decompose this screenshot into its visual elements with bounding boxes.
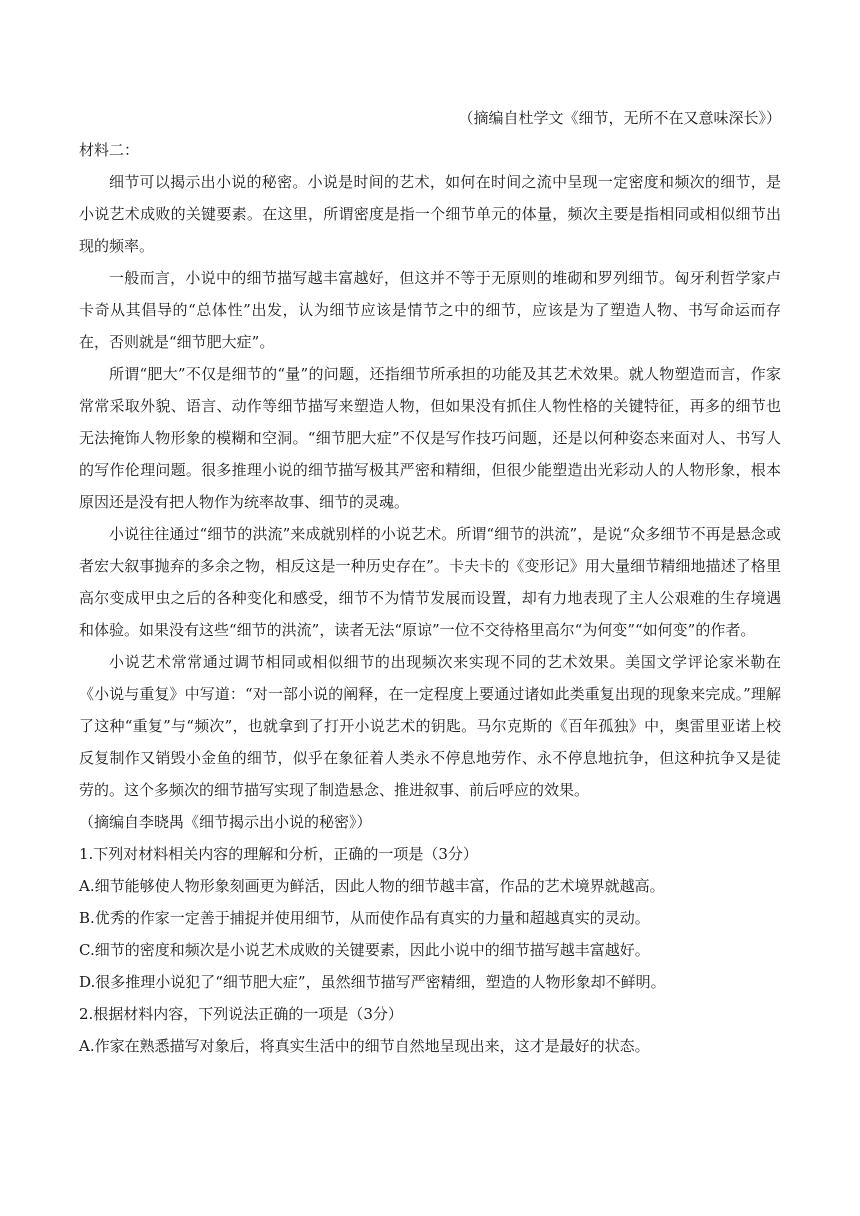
source-citation-1: （摘编自杜学文《细节，无所不在又意味深长》）	[458, 109, 781, 127]
document-page	[79, 102, 781, 1062]
question-2-option-a: A.作家在熟悉描写对象后，将真实生活中的细节自然地呈现出来，这才是最好的状态。	[79, 1037, 650, 1055]
question-1-option-d: D.很多推理小说犯了“细节肥大症”，虽然细节描写严密精细，塑造的人物形象却不鲜明。	[79, 973, 666, 991]
paragraph-1: 细节可以揭示出小说的秘密。小说是时间的艺术，如何在时间之流中呈现一定密度和频次的细节，是小说艺术成败的关键要素。在这里，所谓密度是指一个细节单元的体量，频次主要是指相同或相似细节出现的频率。	[79, 173, 781, 255]
question-1-option-a: A.细节能够使人物形象刻画更为鲜活，因此人物的细节越丰富，作品的艺术境界就越高。	[79, 877, 665, 895]
question-2-stem: 2.根据材料内容，下列说法正确的一项是（3分）	[79, 1005, 403, 1023]
question-1-option-b: B.优秀的作家一定善于捕捉并使用细节，从而使作品有真实的力量和超越真实的灵动。	[79, 909, 650, 927]
question-1-option-c: C.细节的密度和频次是小说艺术成败的关键要素，因此小说中的细节描写越丰富越好。	[79, 941, 650, 959]
source-citation-2: （摘编自李晓禺《细节揭示出小说的秘密》）	[79, 813, 372, 831]
question-1-stem: 1.下列对材料相关内容的理解和分析，正确的一项是（3分）	[79, 845, 478, 863]
paragraph-3: 所谓“肥大”不仅是细节的“量”的问题，还指细节所承担的功能及其艺术效果。就人物塑造而言，作家常常采取外貌、语言、动作等细节描写来塑造人物，但如果没有抓住人物性格的关键特征，再多的细节也无法掩饰人物形象的模糊和空洞。“细节肥大症”不仅是写作技巧问题，还是以何种姿态来面对人、书写人的写作伦理问题。很多推理小说的细节描写极其严密和精细，但很少能塑造出光彩动人的人物形象，根本原因还是没有把人物作为统率故事、细节的灵魂。	[79, 365, 781, 511]
material-2-heading: 材料二：	[79, 141, 140, 159]
paragraph-2: 一般而言，小说中的细节描写越丰富越好，但这并不等于无原则的堆砌和罗列细节。匈牙利哲学家卢卡奇从其倡导的“总体性”出发，认为细节应该是情节之中的细节，应该是为了塑造人物、书写命运而存在，否则就是“细节肥大症”。	[79, 269, 781, 351]
paragraph-4: 小说往往通过“细节的洪流”来成就别样的小说艺术。所谓“细节的洪流”，是说“众多细节不再是悬念或者宏大叙事抛弃的多余之物，相反这是一种历史存在”。卡夫卡的《变形记》用大量细节精细地描述了格里高尔变成甲虫之后的各种变化和感受，细节不为情节发展而设置，却有力地表现了主人公艰难的生存境遇和体验。如果没有这些“细节的洪流”，读者无法“原谅”一位不交待格里高尔“为何变”“如何变”的作者。	[79, 525, 781, 639]
paragraph-5: 小说艺术常常通过调节相同或相似细节的出现频次来实现不同的艺术效果。美国文学评论家米勒在《小说与重复》中写道：“对一部小说的阐释，在一定程度上要通过诸如此类重复出现的现象来完成。”理解了这种“重复”与“频次”，也就拿到了打开小说艺术的钥匙。马尔克斯的《百年孤独》中，奥雷里亚诺上校反复制作又销毁小金鱼的细节，似乎在象征着人类永不停息地劳作、永不停息地抗争，但这种抗争又是徒劳的。这个多频次的细节描写实现了制造悬念、推进叙事、前后呼应的效果。	[79, 653, 781, 799]
